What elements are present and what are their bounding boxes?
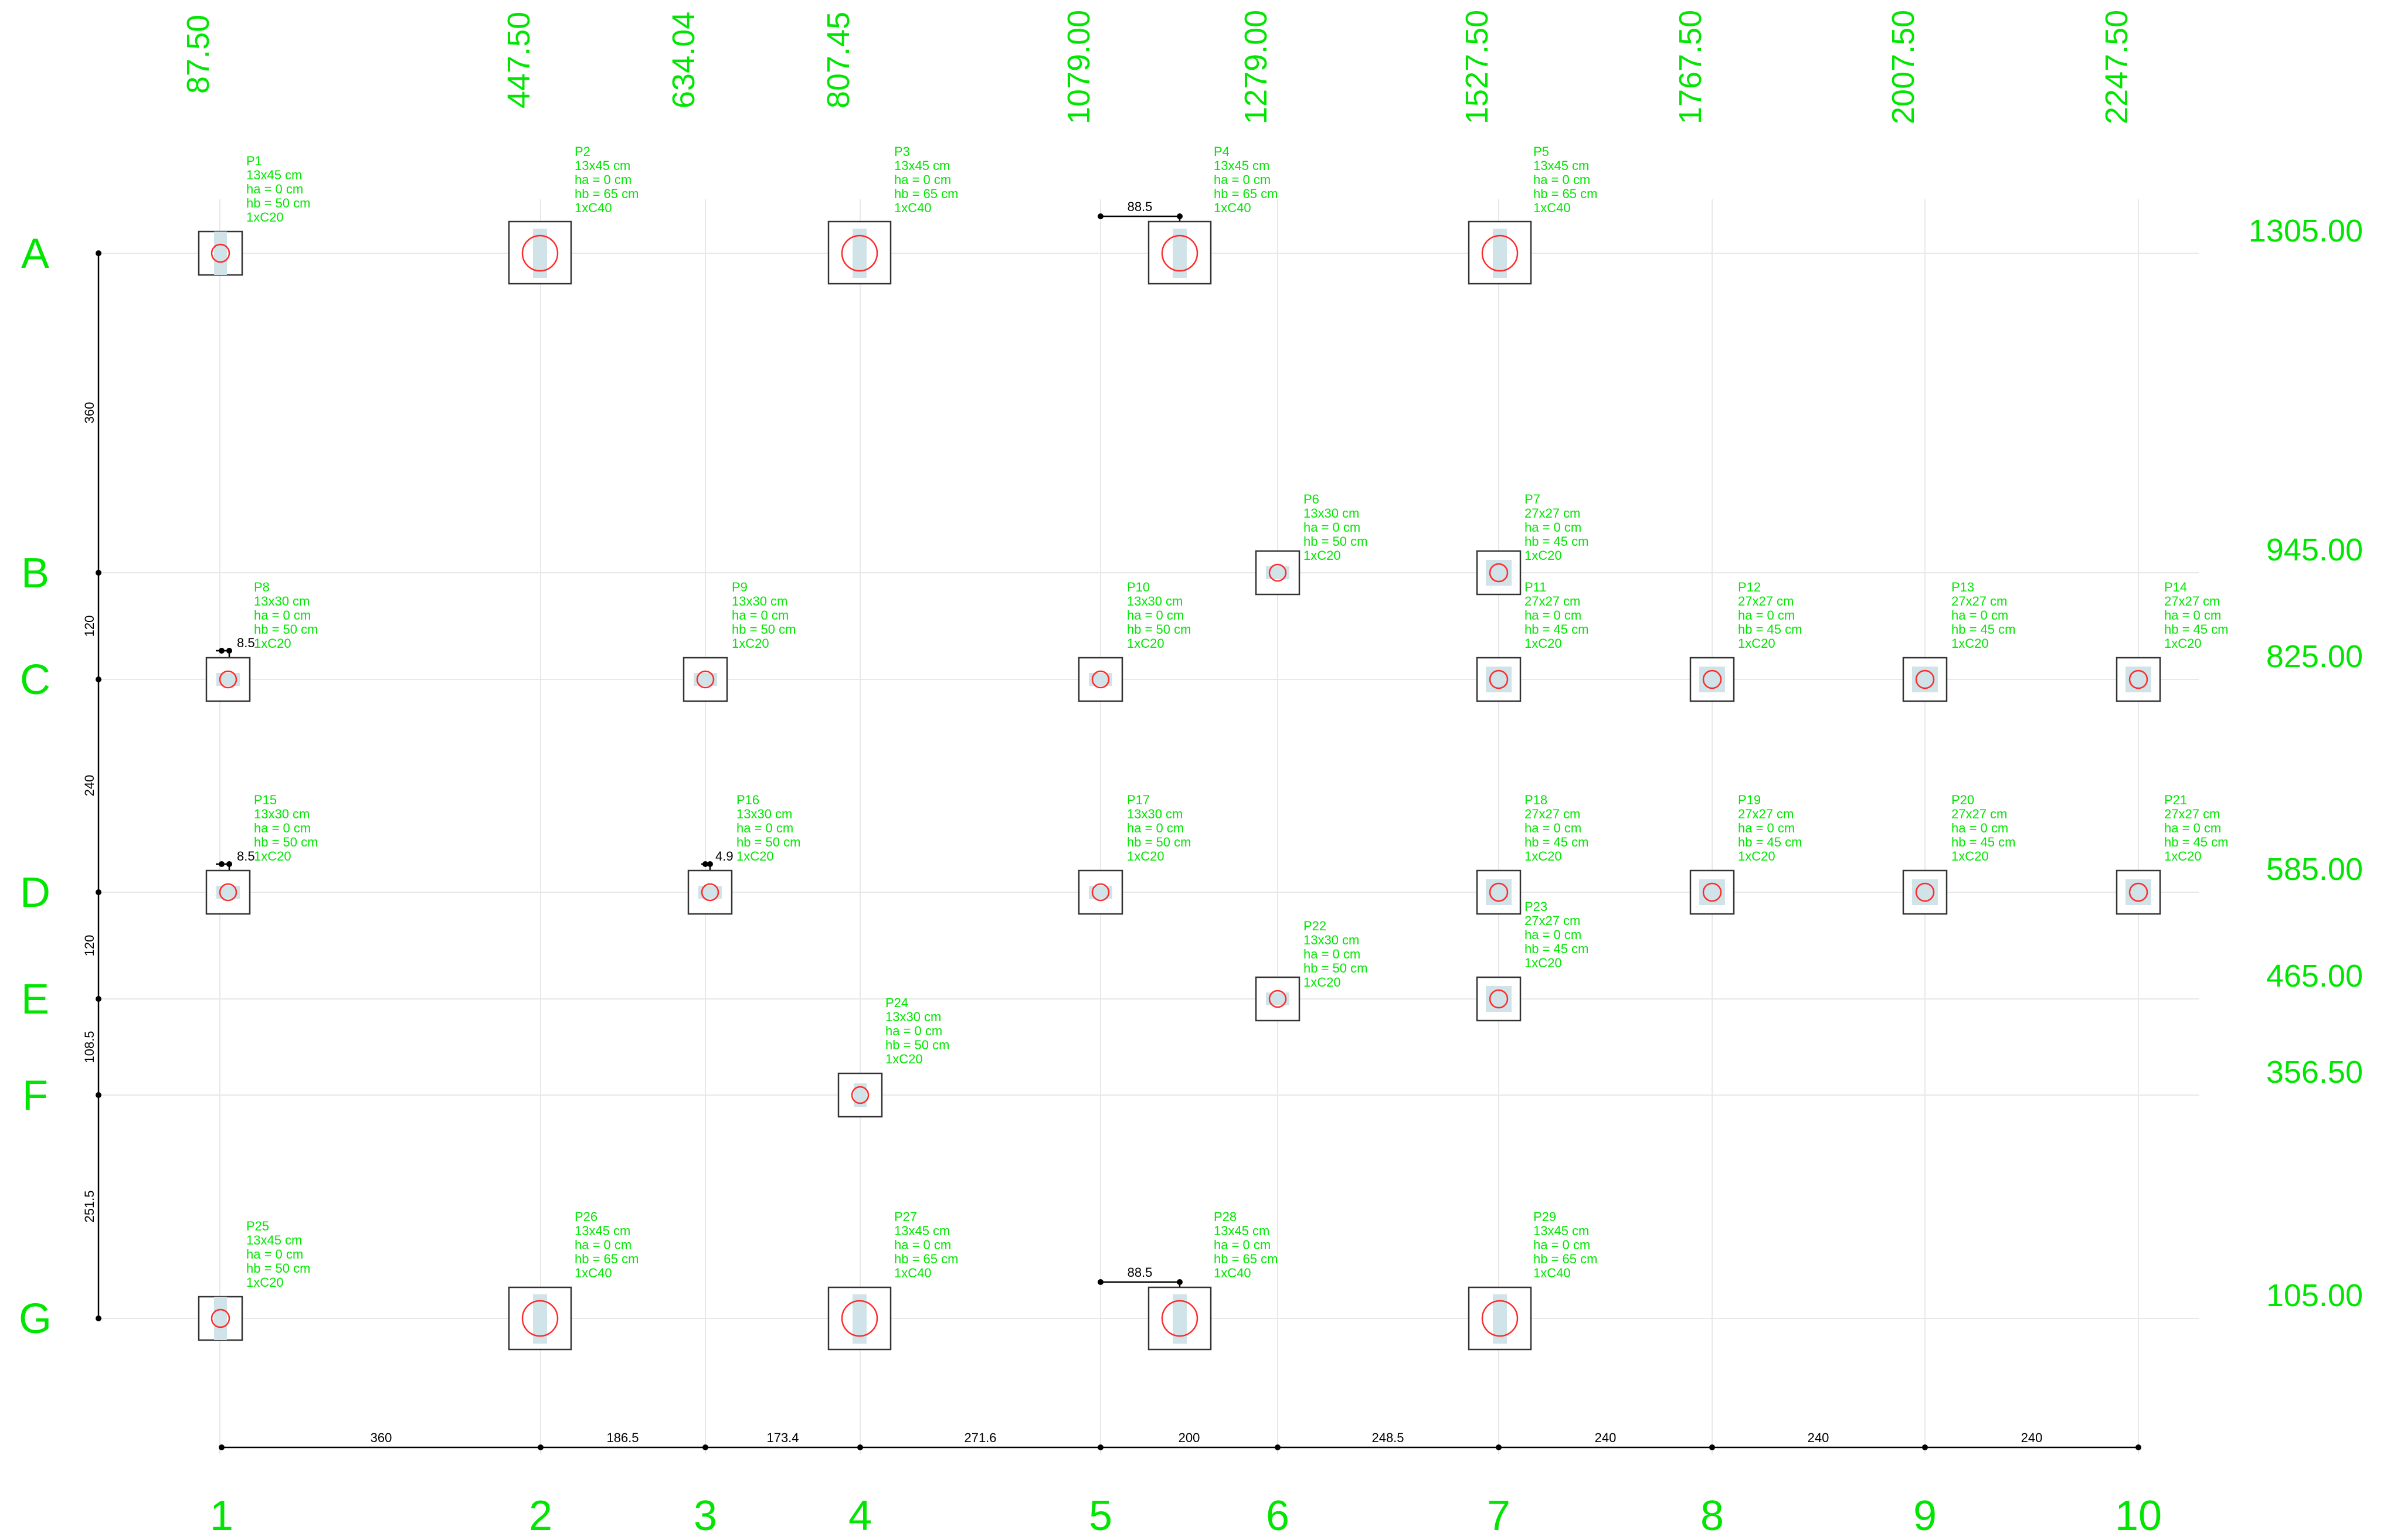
column-labels: [210, 1493, 2162, 1539]
pile-label-hb: hb = 45 cm: [1524, 941, 1589, 956]
pile-label-block: [1533, 144, 1597, 215]
pile-symbol: [1477, 551, 1520, 594]
dimension-y-2: 120: [82, 615, 97, 637]
pile-label-name: P25: [246, 1219, 270, 1233]
pile-label-block: [246, 1219, 310, 1290]
pile-label-block: [575, 144, 639, 215]
pile-label-name: P1: [246, 154, 262, 168]
pile-label-rebar: 1xC20: [254, 636, 291, 651]
pile-label-ha: ha = 0 cm: [1524, 608, 1582, 623]
pile-label-hb: hb = 50 cm: [254, 622, 318, 637]
pile-label-rebar: 1xC20: [1303, 975, 1341, 990]
pile-label-name: P28: [1214, 1209, 1237, 1224]
pile-label-section: 13x30 cm: [885, 1009, 942, 1024]
pile-label-name: P23: [1524, 899, 1548, 914]
pile-label-hb: hb = 50 cm: [736, 835, 801, 849]
pile-label-ha: ha = 0 cm: [246, 182, 304, 196]
pile-label-ha: ha = 0 cm: [732, 608, 789, 623]
pile-label-name: P10: [1127, 580, 1150, 594]
y-axis-coordinates: [2249, 213, 2363, 1313]
pile-label-ha: ha = 0 cm: [1303, 520, 1361, 535]
pile-label-name: P11: [1524, 580, 1547, 594]
pile-label-rebar: 1xC20: [1524, 636, 1562, 651]
pile-label-section: 27x27 cm: [2164, 807, 2220, 821]
pile-label-hb: hb = 45 cm: [2164, 835, 2229, 849]
pile-label-section: 13x45 cm: [246, 1233, 303, 1247]
pile-symbol: [1469, 222, 1531, 284]
pile-label-section: 13x45 cm: [246, 168, 303, 182]
pile-symbol: [1256, 551, 1299, 594]
pile-label-rebar: 1xC40: [894, 200, 932, 215]
pile-label-ha: ha = 0 cm: [575, 1238, 632, 1252]
pile-label-ha: ha = 0 cm: [1524, 520, 1582, 535]
x-coordinate-10: 2247.50: [2099, 9, 2134, 124]
row-label-g: G: [18, 1296, 52, 1342]
pile-label-ha: ha = 0 cm: [1214, 1238, 1271, 1252]
pile-symbol: [1469, 1287, 1531, 1349]
column-label-9: 9: [1913, 1493, 1937, 1539]
pile-label-rebar: 1xC40: [1214, 1266, 1251, 1280]
pile-symbol: [1477, 871, 1520, 914]
pile-label-rebar: 1xC40: [575, 1266, 612, 1280]
pile-label-section: 13x30 cm: [254, 807, 310, 821]
pile-label-section: 27x27 cm: [1951, 594, 2008, 608]
pile-label-section: 27x27 cm: [2164, 594, 2220, 608]
pile-label-block: [732, 580, 796, 651]
dimension-y-5: 108.5: [82, 1031, 97, 1063]
pile-label-block: [1214, 1209, 1278, 1280]
pile-label-rebar: 1xC40: [1533, 200, 1571, 215]
pile-label-hb: hb = 45 cm: [1951, 835, 2016, 849]
pile-label-ha: ha = 0 cm: [1738, 608, 1795, 623]
pile-label-section: 13x45 cm: [1214, 1223, 1270, 1238]
pile-label-block: [1214, 144, 1278, 215]
pile-label-ha: ha = 0 cm: [2164, 608, 2222, 623]
dimension-x-4: 271.6: [964, 1430, 997, 1445]
pile-label-block: [894, 1209, 958, 1280]
pile-label-rebar: 1xC20: [732, 636, 769, 651]
row-label-d: D: [20, 869, 50, 916]
pile-symbol: [829, 1287, 891, 1349]
pile-label-hb: hb = 65 cm: [575, 1252, 639, 1266]
pile-label-ha: ha = 0 cm: [1127, 608, 1184, 623]
pile-label-section: 13x30 cm: [1303, 933, 1360, 947]
x-coordinate-6: 1279.00: [1238, 9, 1274, 124]
pile-symbol: [838, 1073, 882, 1117]
pile-label-rebar: 1xC20: [2164, 636, 2202, 651]
pile-label-ha: ha = 0 cm: [894, 1238, 952, 1252]
pile-symbol: [1690, 658, 1734, 701]
pile-label-name: P6: [1303, 492, 1319, 506]
pile-label-ha: ha = 0 cm: [2164, 821, 2222, 835]
pile-label-ha: ha = 0 cm: [1127, 821, 1184, 835]
pile-label-rebar: 1xC20: [254, 849, 291, 864]
pile-label-hb: hb = 65 cm: [1214, 186, 1278, 201]
pile-label-block: [1738, 793, 1802, 864]
pile-symbol: [684, 658, 727, 701]
pile-label-block: [1524, 492, 1588, 563]
dimension-x-3: 173.4: [766, 1430, 799, 1445]
dimension-x-7: 240: [1594, 1430, 1617, 1445]
pile-label-rebar: 1xC20: [1738, 636, 1775, 651]
pile-symbol: [688, 871, 732, 914]
pile-label-section: 13x45 cm: [1214, 158, 1270, 173]
pile-label-hb: hb = 45 cm: [1524, 835, 1589, 849]
x-coordinate-1: 87.50: [181, 14, 216, 94]
y-coordinate-a: 1305.00: [2248, 213, 2363, 249]
pile-label-hb: hb = 45 cm: [2164, 622, 2229, 637]
pile-label-ha: ha = 0 cm: [1303, 947, 1361, 961]
pile-label-rebar: 1xC20: [1524, 956, 1562, 970]
pile-label-name: P4: [1214, 144, 1230, 159]
pile-label-block: [1524, 580, 1588, 651]
pile-label-ha: ha = 0 cm: [246, 1247, 304, 1262]
dimension-y-4: 120: [82, 934, 97, 957]
pile-label-name: P8: [254, 580, 270, 594]
left-dimension-chain: [82, 250, 101, 1321]
pile-label-name: P21: [2164, 793, 2188, 807]
pile-symbol: [199, 1297, 242, 1340]
pile-labels: [246, 144, 2228, 1290]
row-label-c: C: [20, 657, 50, 703]
row-label-b: B: [21, 550, 50, 597]
pile-label-ha: ha = 0 cm: [1738, 821, 1795, 835]
pile-label-ha: ha = 0 cm: [1533, 172, 1591, 187]
pile-label-section: 13x30 cm: [254, 594, 310, 608]
pile-label-name: P17: [1127, 793, 1150, 807]
pile-label-hb: hb = 50 cm: [1127, 622, 1191, 637]
column-label-3: 3: [693, 1493, 718, 1539]
x-axis-coordinates: [181, 10, 2134, 124]
dimension-x-9: 240: [2021, 1430, 2043, 1445]
offset-dimension-p4: 88.5: [1127, 199, 1153, 214]
pile-label-hb: hb = 45 cm: [1524, 534, 1589, 549]
pile-label-rebar: 1xC20: [885, 1052, 923, 1066]
pile-symbol: [1256, 977, 1299, 1021]
row-label-a: A: [21, 230, 50, 277]
pile-label-rebar: 1xC20: [246, 1275, 284, 1290]
pile-label-section: 27x27 cm: [1524, 594, 1581, 608]
dimension-x-2: 186.5: [606, 1430, 639, 1445]
pile-symbol: [1149, 222, 1211, 284]
pile-label-rebar: 1xC20: [246, 210, 284, 225]
pile-label-hb: hb = 45 cm: [1524, 622, 1589, 637]
pile-symbol: [1903, 871, 1947, 914]
y-coordinate-f: 356.50: [2266, 1055, 2363, 1090]
dimension-y-6: 251.5: [82, 1190, 97, 1223]
dimension-x-5: 200: [1178, 1430, 1200, 1445]
pile-label-name: P19: [1738, 793, 1761, 807]
pile-label-rebar: 1xC20: [1303, 548, 1341, 563]
pile-label-name: P20: [1951, 793, 1975, 807]
pile-symbol: [2117, 871, 2160, 914]
pile-symbol: [829, 222, 891, 284]
pile-label-ha: ha = 0 cm: [1533, 1238, 1591, 1252]
x-coordinate-3: 634.04: [666, 11, 701, 108]
pile-label-block: [736, 793, 800, 864]
pile-label-name: P18: [1524, 793, 1548, 807]
pile-label-block: [254, 580, 318, 651]
x-coordinate-9: 2007.50: [1886, 9, 1921, 124]
pile-label-hb: hb = 45 cm: [1951, 622, 2016, 637]
y-coordinate-g: 105.00: [2266, 1278, 2363, 1313]
pile-label-name: P15: [254, 793, 277, 807]
pile-label-section: 27x27 cm: [1738, 594, 1794, 608]
pile-label-section: 13x30 cm: [732, 594, 788, 608]
pile-label-section: 13x45 cm: [894, 158, 950, 173]
column-label-5: 5: [1088, 1493, 1113, 1539]
pile-label-ha: ha = 0 cm: [254, 821, 311, 835]
pile-symbols: [199, 222, 2160, 1349]
pile-label-name: P22: [1303, 919, 1327, 933]
pile-label-name: P26: [575, 1209, 598, 1224]
offset-dimension-p16: 4.9: [715, 849, 734, 864]
pile-label-hb: hb = 65 cm: [894, 186, 959, 201]
pile-label-name: P12: [1738, 580, 1761, 594]
pile-symbol: [509, 222, 571, 284]
pile-label-block: [1303, 919, 1367, 990]
pile-label-section: 13x30 cm: [1127, 594, 1183, 608]
pile-label-block: [1951, 580, 2015, 651]
pile-label-rebar: 1xC20: [1127, 636, 1164, 651]
pile-label-name: P27: [894, 1209, 918, 1224]
pile-label-block: [1524, 793, 1588, 864]
row-labels: [19, 230, 52, 1342]
pile-label-block: [1533, 1209, 1597, 1280]
pile-label-name: P24: [885, 995, 909, 1010]
pile-label-block: [575, 1209, 639, 1280]
pile-label-block: [1738, 580, 1802, 651]
pile-symbol: [206, 658, 250, 701]
pile-symbol: [509, 1287, 571, 1349]
column-label-8: 8: [1700, 1493, 1724, 1539]
row-label-e: E: [21, 976, 50, 1023]
pile-label-section: 13x45 cm: [575, 158, 631, 173]
pile-label-rebar: 1xC20: [1524, 548, 1562, 563]
pile-label-rebar: 1xC40: [1214, 200, 1251, 215]
pile-label-block: [1303, 492, 1367, 563]
pile-label-rebar: 1xC40: [575, 200, 612, 215]
pile-label-block: [254, 793, 318, 864]
pile-label-hb: hb = 65 cm: [1214, 1252, 1278, 1266]
pile-label-rebar: 1xC40: [1533, 1266, 1571, 1280]
pile-label-name: P29: [1533, 1209, 1557, 1224]
pile-label-hb: hb = 50 cm: [246, 196, 311, 210]
y-coordinate-e: 465.00: [2266, 958, 2363, 994]
pile-label-hb: hb = 50 cm: [732, 622, 796, 637]
pile-label-name: P7: [1524, 492, 1540, 506]
pile-label-name: P2: [575, 144, 590, 159]
pile-label-rebar: 1xC20: [1524, 849, 1562, 864]
pile-label-section: 13x45 cm: [1533, 158, 1590, 173]
pile-label-rebar: 1xC20: [1951, 849, 1989, 864]
column-label-4: 4: [848, 1493, 872, 1539]
pile-label-rebar: 1xC20: [1127, 849, 1164, 864]
y-coordinate-c: 825.00: [2266, 639, 2363, 674]
pile-label-hb: hb = 45 cm: [1738, 622, 1802, 637]
pile-label-section: 27x27 cm: [1524, 807, 1581, 821]
pile-symbol: [1690, 871, 1734, 914]
x-coordinate-8: 1767.50: [1673, 9, 1708, 124]
pile-label-hb: hb = 50 cm: [1303, 961, 1368, 975]
dimension-y-1: 360: [82, 402, 97, 424]
pile-symbol: [1079, 871, 1122, 914]
pile-label-name: P14: [2164, 580, 2188, 594]
pile-label-ha: ha = 0 cm: [1524, 821, 1582, 835]
row-label-f: F: [22, 1072, 48, 1119]
pile-label-section: 27x27 cm: [1524, 506, 1581, 521]
pile-label-section: 13x30 cm: [1303, 506, 1360, 521]
pile-label-hb: hb = 65 cm: [1533, 1252, 1598, 1266]
pile-label-ha: ha = 0 cm: [894, 172, 952, 187]
pile-label-ha: ha = 0 cm: [1214, 172, 1271, 187]
column-label-7: 7: [1486, 1493, 1511, 1539]
pile-symbol: [1079, 658, 1122, 701]
x-coordinate-4: 807.45: [821, 11, 856, 108]
y-coordinate-d: 585.00: [2266, 852, 2363, 887]
pile-symbol: [199, 232, 242, 275]
pile-label-name: P9: [732, 580, 748, 594]
pile-label-ha: ha = 0 cm: [885, 1024, 943, 1038]
pile-label-block: [2164, 793, 2228, 864]
pile-label-ha: ha = 0 cm: [1951, 608, 2009, 623]
pile-label-hb: hb = 45 cm: [1738, 835, 1802, 849]
pile-label-section: 13x30 cm: [1127, 807, 1183, 821]
pile-label-rebar: 1xC40: [894, 1266, 932, 1280]
pile-symbol: [2117, 658, 2160, 701]
pile-label-section: 27x27 cm: [1524, 913, 1581, 928]
pile-label-block: [2164, 580, 2228, 651]
offset-dimension-p15: 8.5: [237, 849, 255, 864]
column-label-10: 10: [2114, 1493, 2162, 1539]
column-label-6: 6: [1265, 1493, 1290, 1539]
pile-symbol: [1477, 977, 1520, 1021]
pile-label-rebar: 1xC20: [1738, 849, 1775, 864]
pile-label-section: 13x45 cm: [894, 1223, 950, 1238]
offset-dimension-p28: 88.5: [1127, 1265, 1153, 1280]
pile-label-block: [1524, 899, 1588, 970]
pile-symbol: [1149, 1287, 1211, 1349]
x-coordinate-5: 1079.00: [1061, 9, 1096, 124]
pile-label-block: [246, 154, 310, 225]
pile-symbol: [1903, 658, 1947, 701]
x-coordinate-2: 447.50: [501, 11, 537, 108]
pile-label-rebar: 1xC20: [1951, 636, 1989, 651]
pile-symbol: [1477, 658, 1520, 701]
pile-label-hb: hb = 50 cm: [885, 1038, 950, 1052]
pile-label-ha: ha = 0 cm: [1524, 927, 1582, 942]
pile-label-block: [885, 995, 949, 1066]
pile-label-rebar: 1xC20: [736, 849, 774, 864]
pile-label-block: [894, 144, 958, 215]
dimension-x-1: 360: [370, 1430, 392, 1445]
pile-label-ha: ha = 0 cm: [254, 608, 311, 623]
pile-label-section: 13x30 cm: [736, 807, 793, 821]
pile-label-name: P13: [1951, 580, 1975, 594]
dimension-x-8: 240: [1807, 1430, 1829, 1445]
pile-label-hb: hb = 65 cm: [575, 186, 639, 201]
x-coordinate-7: 1527.50: [1459, 9, 1495, 124]
pile-label-ha: ha = 0 cm: [736, 821, 794, 835]
pile-label-hb: hb = 65 cm: [1533, 186, 1598, 201]
pile-label-name: P3: [894, 144, 910, 159]
pile-label-hb: hb = 50 cm: [254, 835, 318, 849]
y-coordinate-b: 945.00: [2266, 532, 2363, 567]
pile-label-block: [1951, 793, 2015, 864]
pile-label-hb: hb = 50 cm: [1127, 835, 1191, 849]
dimension-x-6: 248.5: [1371, 1430, 1404, 1445]
pile-label-ha: ha = 0 cm: [1951, 821, 2009, 835]
pile-label-block: [1127, 793, 1191, 864]
column-label-2: 2: [528, 1493, 553, 1539]
pile-label-name: P16: [736, 793, 760, 807]
pile-label-hb: hb = 50 cm: [246, 1261, 311, 1276]
pile-label-section: 13x45 cm: [1533, 1223, 1590, 1238]
pile-label-hb: hb = 65 cm: [894, 1252, 959, 1266]
pile-label-section: 27x27 cm: [1738, 807, 1794, 821]
offset-dimension-p8: 8.5: [237, 635, 255, 650]
pile-label-section: 13x45 cm: [575, 1223, 631, 1238]
dimension-y-3: 240: [82, 774, 97, 797]
pile-label-rebar: 1xC20: [2164, 849, 2202, 864]
pile-label-hb: hb = 50 cm: [1303, 534, 1368, 549]
column-label-1: 1: [209, 1493, 234, 1539]
pile-label-ha: ha = 0 cm: [575, 172, 632, 187]
pile-symbol: [206, 871, 250, 914]
offset-dimensions: [216, 199, 1183, 1318]
pile-label-section: 27x27 cm: [1951, 807, 2008, 821]
pile-label-block: [1127, 580, 1191, 651]
bottom-dimension-chain: [219, 1430, 2141, 1450]
pile-label-name: P5: [1533, 144, 1549, 159]
